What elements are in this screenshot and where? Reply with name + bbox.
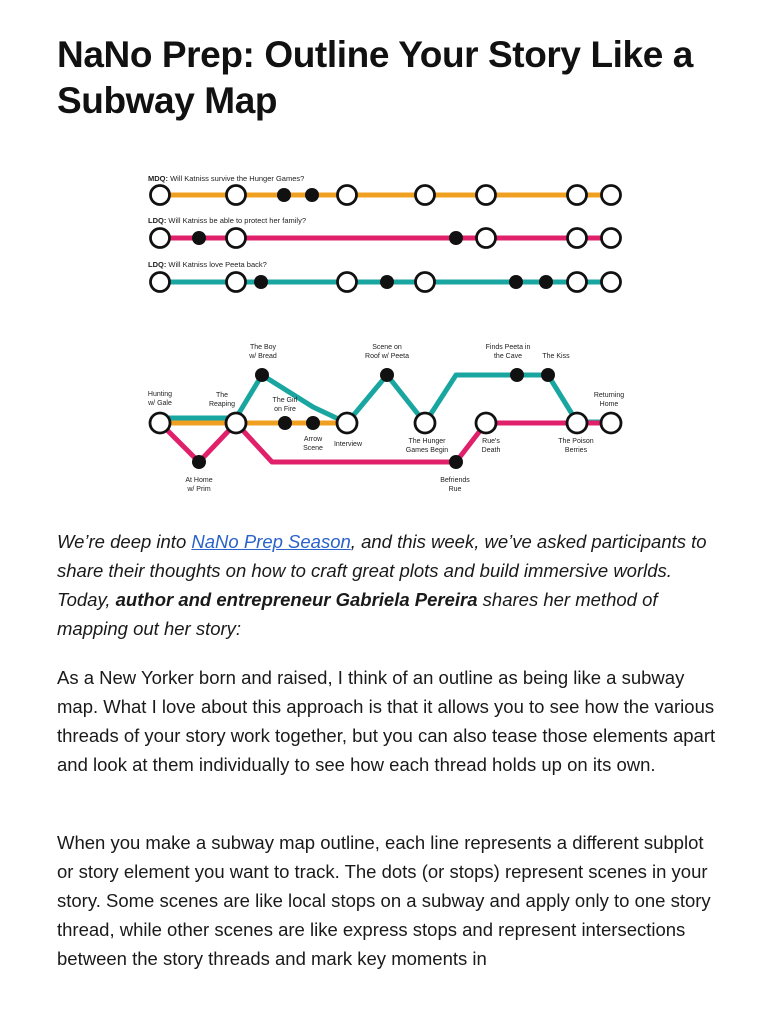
station-reaping [226,413,246,433]
station-stop [477,186,496,205]
label-girl-fire: The Girl on Fire [272,397,298,413]
story-line-ldq-family-question: Will Katniss be able to protect her family? [166,216,306,225]
story-line-mdq-label [148,174,304,183]
stop-boy-bread [255,368,269,382]
intro-paragraph [57,527,717,643]
station-stop [568,229,587,248]
station-rue-death [476,413,496,433]
label-interview: Interview [333,441,363,448]
label-hunting: Hunting w/ Gale [147,391,173,407]
station-interview [337,413,357,433]
story-line-ldq-peeta [148,260,621,292]
stop-roof [380,368,394,382]
label-roof: Scene on Roof w/ Peeta [365,344,409,360]
stop-finds-peeta [510,368,524,382]
author-highlight: author and entrepreneur Gabriela Pereira [115,589,478,610]
story-line-mdq-question: Will Katniss survive the Hunger Games? [168,174,305,183]
label-arrow-scene: Arrow Scene [303,436,323,452]
stop-home-prim [192,455,206,469]
label-befriends-rue: Befriends Rue [440,477,470,493]
scene-dot [380,275,394,289]
stop-girl-fire [278,416,292,430]
stop-befriends-rue [449,455,463,469]
station-stop [416,273,435,292]
label-rue-death: Rue's Death [481,438,501,454]
story-line-ldq-family [148,216,621,248]
combined-subway-map [147,344,624,493]
station-stop [338,273,357,292]
label-games-begin: The Hunger Games Begin [405,438,449,454]
station-returning-home [601,413,621,433]
label-poison-berries: The Poison Berries [558,438,594,454]
scene-dot [539,275,553,289]
subway-map-diagram [0,160,768,500]
story-line-ldq-peeta-question: Will Katniss love Peeta back? [166,260,267,269]
station-stop [151,229,170,248]
story-line-ldq-peeta-prefix: LDQ: [148,260,167,269]
station-stop [151,186,170,205]
nano-prep-season-link[interactable]: NaNo Prep Season [191,531,351,552]
scene-dot [509,275,523,289]
station-poison-berries [567,413,587,433]
body-paragraph-1: As a New Yorker born and raised, I think of an outline as being like a subway map. What I love about this approach is that it allows you to see how the various threads of your story work together, but you can also tease those elements apart and look at them individually to see how each thread holds up on its own. [57,667,716,775]
scene-dot [192,231,206,245]
intro-text-middle: , and this week, we’ve asked participants to share their thoughts on how to craft great plots and build immersive worlds. Today, [57,531,707,610]
station-hunting [150,413,170,433]
scene-dot [305,188,319,202]
station-stop [568,273,587,292]
station-stop [602,186,621,205]
stop-kiss [541,368,555,382]
station-stop [338,186,357,205]
station-stop [602,229,621,248]
label-kiss: The Kiss [542,353,570,360]
scene-dot [254,275,268,289]
label-home-prim: At Home w/ Prim [185,477,213,493]
label-boy-bread: The Boy w/ Bread [249,344,277,360]
label-finds-peeta: Finds Peeta in the Cave [485,344,531,360]
station-stop [227,273,246,292]
article-title: NaNo Prep: Outline Your Story Like a Subway Map [57,34,693,121]
body-paragraph-2: When you make a subway map outline, each line represents a different subplot or story element you want to track. The dots (or stops) represent scenes in your story. Some scenes are like local stops on a subway and apply only to one story thread, while other scenes are like express stops and represent intersections between the story threads and mark key moments in [57,832,711,969]
station-stop [602,273,621,292]
label-reaping: The Reaping [208,392,236,408]
scene-dot [277,188,291,202]
stop-arrow-scene [306,416,320,430]
label-returning-home: Returning Home [593,392,625,408]
station-stop [416,186,435,205]
story-line-ldq-family-prefix: LDQ: [148,216,167,225]
station-stop [477,229,496,248]
station-stop [151,273,170,292]
story-line-mdq [148,174,621,205]
intro-text-end: shares her method of mapping out her story: [57,589,658,639]
story-line-ldq-peeta-label [148,260,267,269]
intro-text-start: We’re deep into [57,531,192,552]
station-stop [227,186,246,205]
story-line-mdq-prefix: MDQ: [148,174,168,183]
station-stop [227,229,246,248]
scene-dot [449,231,463,245]
story-line-ldq-family-label [148,216,306,225]
station-stop [568,186,587,205]
station-games-begin [415,413,435,433]
